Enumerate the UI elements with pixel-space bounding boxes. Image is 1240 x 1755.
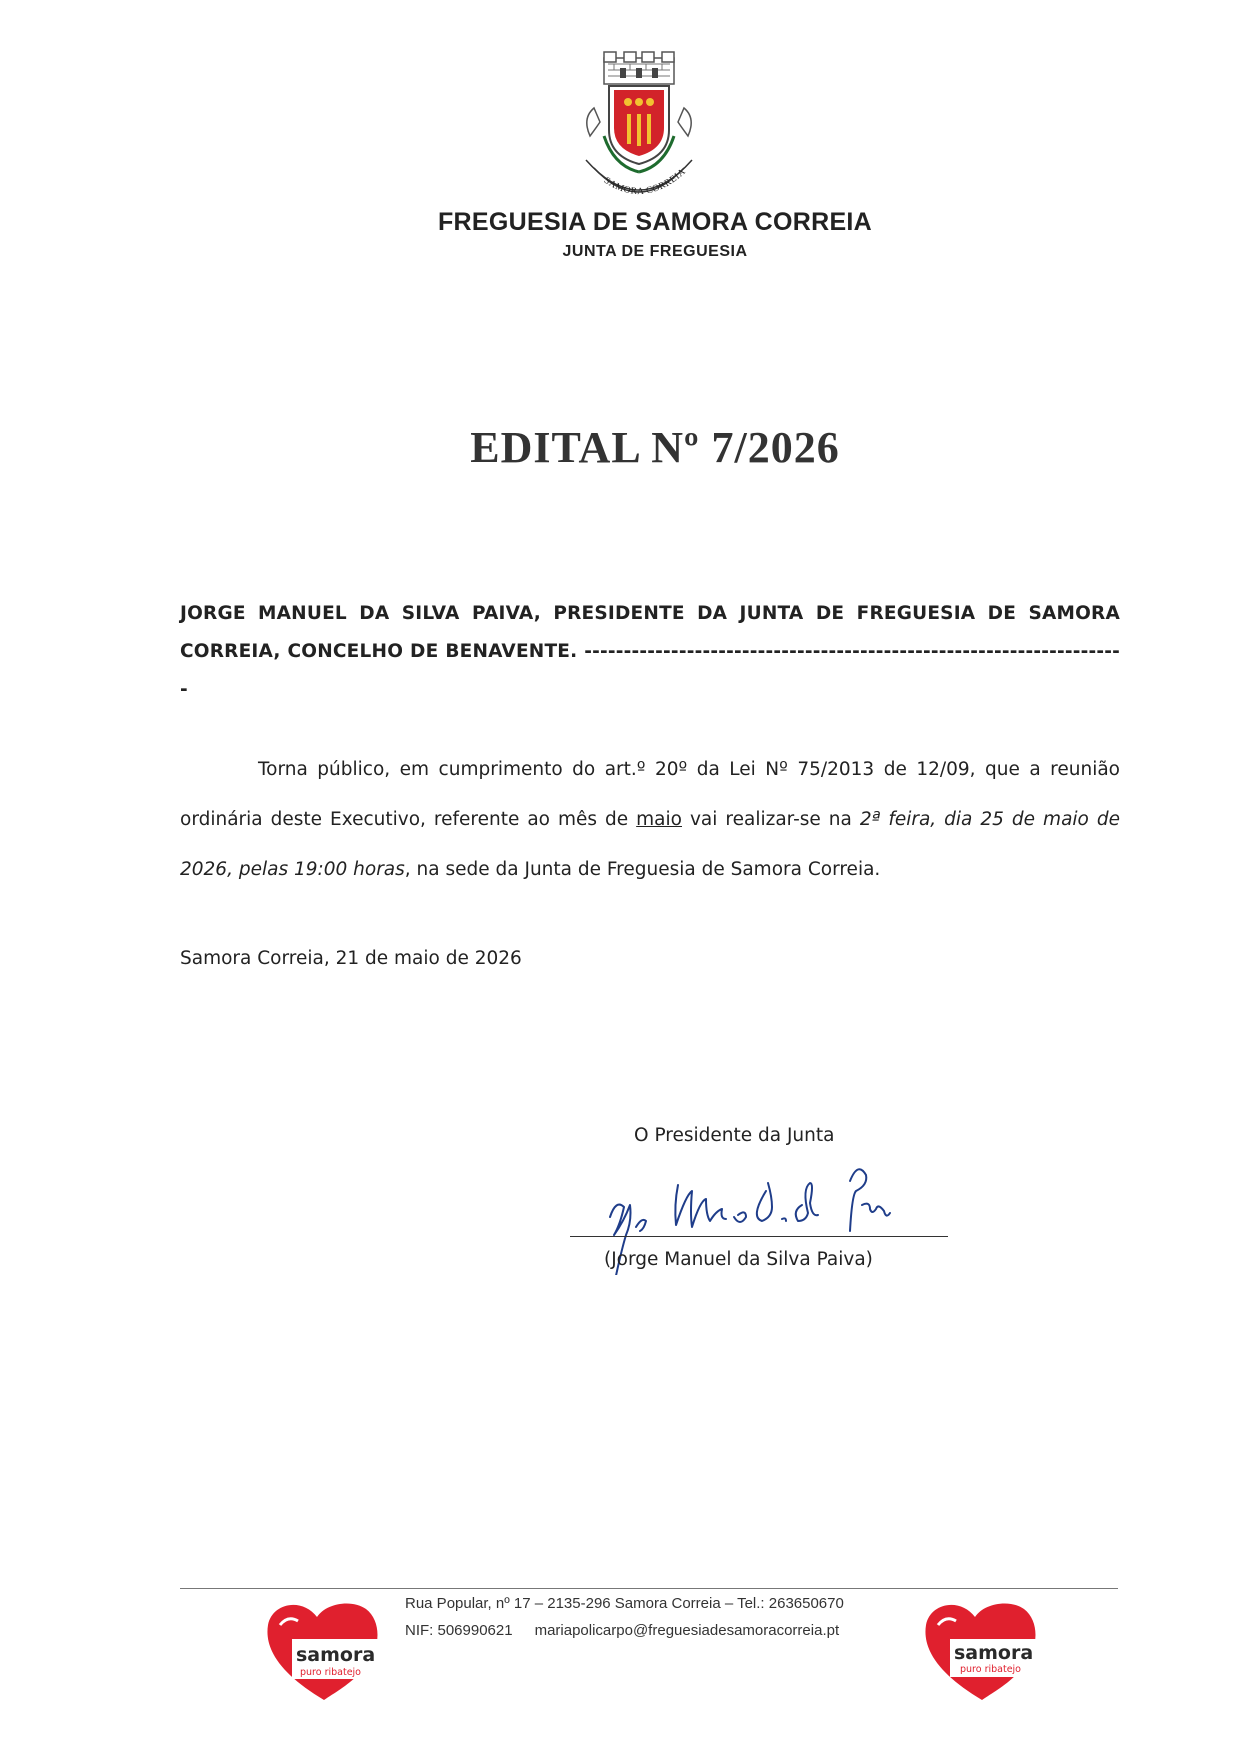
document-title: EDITAL Nº 7/2026: [470, 423, 840, 472]
footer-address: Rua Popular, nº 17 – 2135-296 Samora Correia – Tel.: 263650670: [405, 1595, 844, 1612]
body-month: maio: [636, 809, 682, 830]
samora-logo-right: [920, 1595, 1045, 1705]
signatory-name: (Jorge Manuel da Silva Paiva): [604, 1249, 873, 1270]
logo-left-wordmark: samora: [296, 1644, 376, 1666]
signature-line: [570, 1236, 948, 1237]
logo-right-tagline: puro ribatejo: [960, 1664, 1021, 1675]
organization-name: FREGUESIA DE SAMORA CORREIA: [437, 208, 873, 236]
crest-motto: SAMORA CORREIA: [601, 166, 689, 198]
footer-email[interactable]: mariapolicarpo@freguesiadesamoracorreia.pt: [534, 1622, 840, 1639]
notice-body: [180, 745, 1120, 895]
body-text-part3: , na sede da Junta de Freguesia de Samora Correia.: [404, 859, 881, 880]
signatory-role: O Presidente da Junta: [634, 1125, 835, 1146]
footer-contacts: [405, 1622, 839, 1639]
footer-nif: NIF: 506990621: [405, 1622, 513, 1639]
notice-heading: JORGE MANUEL DA SILVA PAIVA, PRESIDENTE DA JUNTA DE FREGUESIA DE SAMORA CORREIA, CONCELHO DE BENAVENTE. ---------------------------------------------------------------------: [180, 603, 1120, 700]
logo-right-wordmark: samora: [954, 1642, 1034, 1664]
samora-logo-left: [262, 1595, 387, 1705]
footer-divider: [180, 1588, 1118, 1589]
place-date: Samora Correia, 21 de maio de 2026: [180, 948, 522, 969]
organization-subtitle: JUNTA DE FREGUESIA: [562, 243, 748, 260]
body-text-part2: vai realizar-se na: [681, 809, 860, 830]
body-text-part1: Torna público, em cumprimento do art.º 20º da Lei Nº 75/2013 de 12/09, que a reunião ordinária deste Executivo, referente ao mês de: [180, 759, 1120, 830]
logo-left-tagline: puro ribatejo: [300, 1667, 361, 1678]
coat-of-arms-crest: [564, 50, 714, 210]
meeting-date-time: 2ª feira, dia 25 de maio de 2026, pelas 19:00 horas: [180, 809, 1120, 880]
